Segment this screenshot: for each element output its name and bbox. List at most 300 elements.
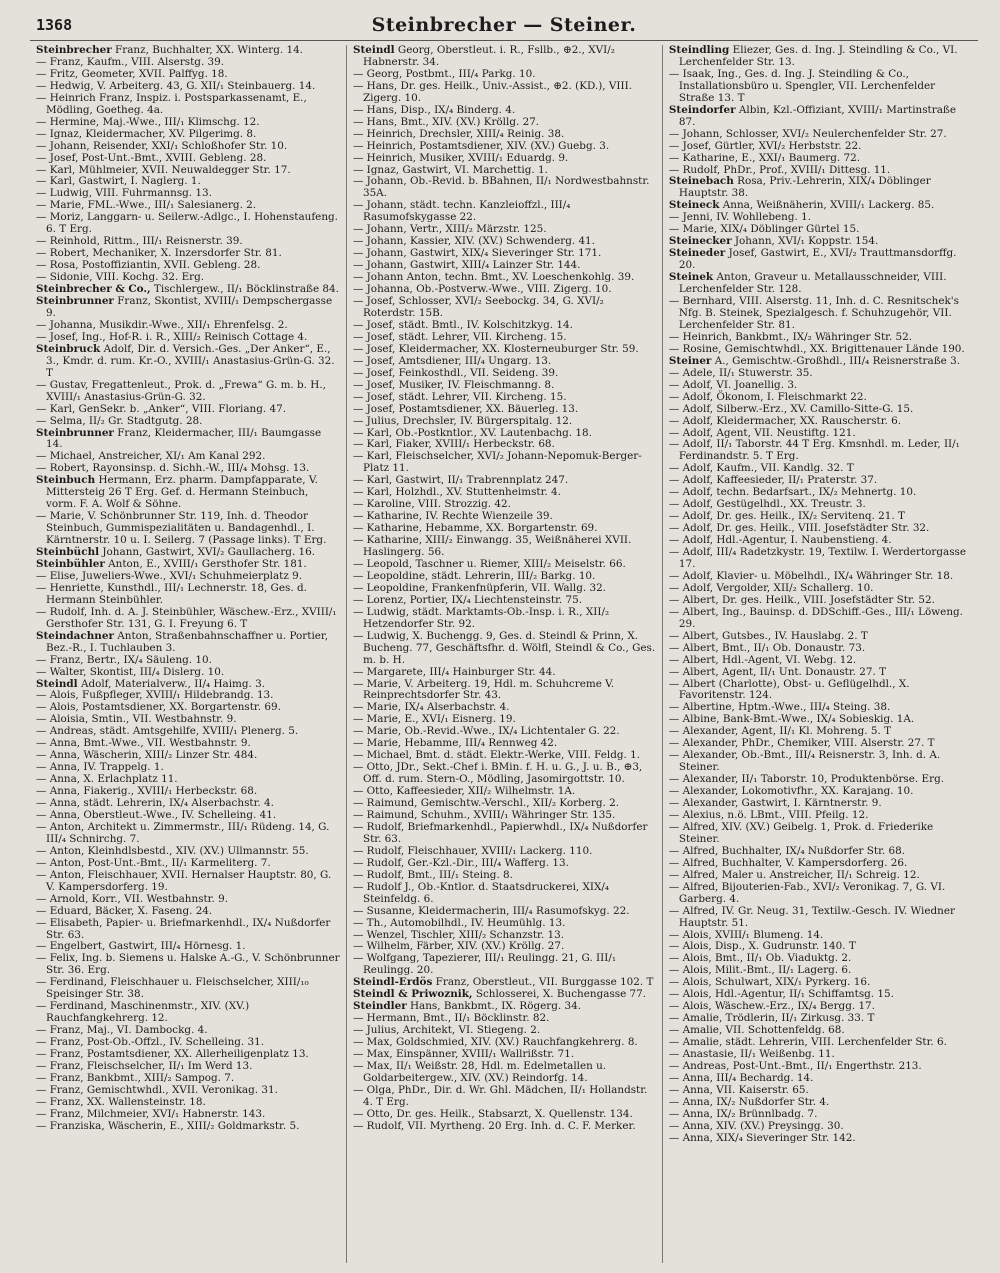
- entry-details: — Albert, Bmt., II/₁ Ob. Donaustr. 73.: [668, 641, 866, 654]
- entry-details: — Josef, Post-Unt.-Bmt., XVIII. Gebleng. 28.: [36, 151, 267, 164]
- entry-details: — Albert, Ing., Bauinsp. d. DDSchiff.-Ges., III/₁ Löweng. 29.: [668, 605, 963, 630]
- directory-entry: [353, 953, 656, 977]
- entry-details: — Michael, Bmt. d. städt. Elektr.-Werke, VIII. Feldg. 1.: [352, 749, 641, 762]
- directory-entry: [669, 69, 972, 105]
- entry-details: — Adolf, VI. Joanellig. 3.: [668, 378, 798, 391]
- entry-details: — Alfred, Buchhalter, IX/₄ Nußdorfer Str. 68.: [668, 844, 906, 857]
- entry-details: — Alois, Milit.-Bmt., II/₁ Lagerg. 6.: [668, 964, 852, 977]
- entry-details: — Franz, Gemischtwhdl., XVII. Veronikag. 31.: [36, 1083, 278, 1096]
- entry-details: — Reinhold, Rittm., III/₁ Reisnerstr. 39.: [36, 235, 243, 248]
- entry-details: Adolf, Materialverw., II/₄ Haimg. 3.: [80, 677, 266, 690]
- entry-details: Johann, XVI/₁ Koppstr. 154.: [734, 235, 879, 248]
- entry-details: — Johann, Gastwirt, XIII/₄ Lainzer Str. 144.: [352, 259, 581, 272]
- entry-details: — Karl, Ob.-Postkntlor., XV. Lautenbachg. 18.: [352, 426, 592, 439]
- directory-entry: [36, 607, 340, 631]
- entry-details: — Michael, Anstreicher, XI/₁ Am Kanal 292.: [36, 450, 266, 463]
- directory-entry: [36, 583, 340, 607]
- entry-details: — Adolf, Silberw.-Erz., XV. Camillo-Sitte-G. 15.: [668, 402, 914, 415]
- entry-details: — Anna, Wäscherin, XIII/₂ Linzer Str. 484.: [36, 749, 258, 762]
- entry-details: — Albert, Hdl.-Agent, VI. Webg. 12.: [668, 653, 857, 666]
- entry-details: — Max, II/₁ Weißstr. 28, Hdl. m. Edelmetallen u. Goldarbeitergew., XIV. (XV.) Reindorfg. 14.: [352, 1060, 607, 1084]
- entry-details: Anton, Straßenbahnschaffner u. Portier, Bez.-R., I. Tuchlauben 3.: [46, 629, 329, 654]
- entry-details: — Albert (Charlotte), Obst- u. Geflügelhdl., X. Favoritenstr. 124.: [668, 677, 910, 702]
- entry-details: — Alexander, Agent, II/₁ Kl. Mohreng. 5. T: [668, 725, 892, 738]
- entry-details: — Amalie, Trödlerin, II/₁ Zirkusg. 33. T: [668, 1012, 875, 1025]
- directory-entry: [36, 1121, 340, 1133]
- entry-details: — Julius, Architekt, VI. Stiegeng. 2.: [352, 1024, 541, 1037]
- entry-surname: Steinek: [668, 271, 714, 284]
- entry-details: — Franz, Milchmeier, XVI/₁ Habnerstr. 143.: [36, 1107, 266, 1120]
- entry-details: — Heinrich, Drechsler, XIII/₄ Reinig. 38.: [352, 127, 565, 140]
- entry-details: — Johanna, Ob.-Postverw.-Wwe., VIII. Zigerg. 10.: [352, 283, 612, 296]
- entry-surname: Steinbüchl: [36, 546, 100, 559]
- entry-details: — Otto, JDr., Sekt.-Chef i. BMin. f. H. u. G., J. u. B., ⊕3, Off. d. rum. Stern-O., Mödling, Jasomirgottstr. 10.: [352, 761, 643, 786]
- entry-details: — Josef, Amtsdiener, III/₄ Ungarg. 13.: [352, 354, 552, 367]
- entry-details: Tischlergew., II/₁ Böcklinstraße 84.: [153, 283, 339, 296]
- page-header: [30, 14, 978, 41]
- entry-details: — Alexander, Lokomotivfhr., XX. Karajang. 10.: [668, 785, 914, 798]
- entry-details: — Johann, Reisender, XXI/₁ Schloßhofer Str. 10.: [36, 139, 288, 152]
- columns: [30, 45, 978, 1263]
- entry-details: — Marie, FML.-Wwe., III/₁ Salesianerg. 2.: [36, 199, 257, 212]
- entry-details: — Heinrich Franz, Inspiz. i. Postsparkassenamt, E., Mödling, Goetheg. 4a.: [36, 91, 307, 116]
- entry-details: — Alfred, Buchhalter, V. Kampersdorferg. 26.: [668, 856, 908, 869]
- entry-details: — Josef, Postamtsdiener, XX. Bäuerleg. 13.: [352, 402, 579, 415]
- entry-details: — Alois, Disp., X. Gudrunstr. 140. T: [668, 940, 856, 953]
- entry-details: — Franz, Post-Ob.-Offzl., IV. Schelleing. 31.: [36, 1036, 265, 1049]
- entry-details: Anton, E., XVIII/₁ Gersthofer Str. 181.: [108, 557, 307, 570]
- entry-surname: Steindl & Priwoznik,: [352, 988, 473, 1001]
- entry-details: — Karoline, VIII. Strozzig. 42.: [352, 498, 511, 511]
- entry-surname: Steineder: [668, 247, 726, 260]
- entry-details: Eliezer, Ges. d. Ing. J. Steindling & Co., VI. Lerchenfelder Str. 13.: [678, 45, 958, 68]
- entry-details: — Alfred, XIV. (XV.) Geibelg. 1, Prok. d. Friederike Steiner.: [668, 820, 934, 845]
- entry-details: — Anna, XIV. (XV.) Preysingg. 30.: [668, 1119, 844, 1132]
- entry-details: — Josef, Musiker, IV. Fleischmanng. 8.: [352, 378, 555, 391]
- entry-details: — Max, Goldschmied, XIV. (XV.) Rauchfangkehrerg. 8.: [352, 1036, 638, 1049]
- entry-details: — Alois, Wäschew.-Erz., IX/₄ Bergg. 17.: [668, 1000, 875, 1013]
- entry-details: — Alfred, IV. Gr. Neug. 31, Textilw.-Gesch. IV. Wiedner Hauptstr. 51.: [668, 904, 955, 929]
- entry-details: — Albine, Bank-Bmt.-Wwe., IX/₄ Sobieskig. 1A.: [668, 713, 915, 726]
- entry-details: Franz, Buchhalter, XX. Winterg. 14.: [115, 45, 303, 56]
- directory-entry: [353, 1121, 656, 1133]
- directory-entry: [36, 631, 340, 655]
- entry-details: — Hedwig, V. Arbeiterg. 43, G. XII/₁ Steinbauerg. 14.: [36, 79, 316, 92]
- entry-details: — Josef, Feinkosthdl., VII. Seideng. 39.: [352, 366, 559, 379]
- entry-details: — Josef, Kleidermacher, XX. Klosterneuburger Str. 59.: [352, 342, 639, 355]
- entry-details: Franz, Kleidermacher, III/₁ Baumgasse 14.: [46, 426, 322, 451]
- entry-surname: Steinbrecher: [36, 45, 112, 56]
- entry-details: — Adolf, Klavier- u. Möbelhdl., IX/₄ Währinger Str. 18.: [668, 569, 954, 582]
- entry-details: — Adolf, III/₄ Radetzkystr. 19, Textilw. I. Werdertorgasse 17.: [668, 546, 967, 570]
- entry-details: — Anna, IV. Trappelg. 1.: [36, 761, 164, 774]
- directory-entry: [353, 45, 656, 69]
- directory-entry: [353, 631, 656, 667]
- entry-details: — Marie, E., XVI/₁ Eisnerg. 19.: [352, 713, 516, 726]
- entry-details: — Johann, Vertr., XIII/₂ Märzstr. 125.: [352, 223, 547, 236]
- column-2: [346, 45, 662, 1263]
- entry-details: — Franz, Fleischselcher, II/₁ Im Werd 13.: [36, 1060, 253, 1073]
- entry-details: — Moriz, Langgarn- u. Seilerw.-Adlgc., I. Hohenstaufeng. 6. T Erg.: [36, 211, 338, 236]
- entry-details: A., Gemischtw.-Großhdl., III/₄ Reisnerstraße 3.: [714, 354, 960, 367]
- entry-details: — Franz, Postamtsdiener, XX. Allerheiligenplatz 13.: [36, 1048, 309, 1061]
- entry-details: — Raimund, Schuhm., XVIII/₁ Währinger Str. 135.: [352, 809, 616, 821]
- entry-details: — Amalie, VII. Schottenfeldg. 68.: [668, 1024, 845, 1037]
- entry-details: — Margarete, III/₄ Hainburger Str. 44.: [352, 665, 556, 678]
- entry-details: — Alexander, PhDr., Chemiker, VIII. Alserstr. 27. T: [668, 737, 935, 750]
- entry-details: — Katharine, E., XXI/₁ Baumerg. 72.: [668, 151, 860, 164]
- entry-details: — Josef, Schlosser, XVI/₂ Seebockg. 34, G. XVI/₂ Roterdstr. 15B.: [352, 295, 604, 319]
- entry-details: — Anna, III/₄ Bechardg. 14.: [668, 1071, 814, 1084]
- directory-entry: [36, 870, 340, 894]
- directory-entry: [669, 547, 972, 571]
- entry-details: — Wilhelm, Färber, XIV. (XV.) Kröllg. 27.: [352, 940, 565, 953]
- entry-details: — Sidonie, VIII. Kochg. 32. Erg.: [36, 271, 205, 284]
- entry-details: — Ferdinand, Maschinenmstr., XIV. (XV.) Rauchfangkehrerg. 12.: [36, 1000, 250, 1025]
- directory-entry: [669, 105, 972, 129]
- entry-details: — Bernhard, VIII. Alserstg. 11, Inh. d. C. Resnitschek's Nfg. B. Steinek, Spezialgesch. f. Schuhzugehör, VII. Lerchenfelder Str. 81.: [668, 295, 959, 331]
- entry-details: — Josef, städt. Lehrer, VII. Kircheng. 15.: [352, 390, 567, 403]
- entry-details: — Alois, Hdl.-Agentur, II/₁ Schiffamtsg. 15.: [668, 988, 894, 1001]
- entry-details: — Marie, Hebamme, III/₄ Rennweg 42.: [352, 737, 558, 750]
- entry-details: Franz, Oberstleut., VII. Burggasse 102. T: [435, 976, 654, 989]
- entry-details: — Rudolf, Briefmarkenhdl., Papierwhdl., IX/₄ Nußdorfer Str. 63.: [352, 820, 648, 845]
- entry-details: — Adolf, Kaffeesieder, II/₁ Praterstr. 37.: [668, 474, 878, 487]
- entry-details: Schlosserei, X. Buchengasse 77.: [475, 988, 647, 1001]
- directory-entry: [353, 296, 656, 320]
- directory-entry: [36, 977, 340, 1001]
- entry-details: — Alexius, n.ö. LBmt., VIII. Pfeilg. 12.: [668, 809, 869, 821]
- entry-details: — Franz, XX. Wallensteinstr. 18.: [36, 1095, 206, 1108]
- entry-details: — Henriette, Kunsthdl., III/₁ Lechnerstr. 18, Ges. d. Hermann Steinbühler.: [36, 581, 307, 606]
- directory-entry: [36, 296, 340, 320]
- entry-details: — Adolf, techn. Bedarfsart., IX/₂ Mehnertg. 10.: [668, 486, 917, 499]
- entry-details: — Josef, städt. Bmtl., IV. Kolschitzkyg. 14.: [352, 318, 573, 331]
- entry-details: — Adolf, Vergolder, XII/₂ Schallerg. 10.: [668, 581, 874, 594]
- column-3: [662, 45, 978, 1263]
- entry-details: Anton, Graveur u. Metallausschneider, VIII. Lerchenfelder Str. 128.: [678, 271, 947, 296]
- entry-details: — Anna, städt. Lehrerin, IX/₄ Alserbachstr. 4.: [36, 797, 274, 810]
- directory-entry: [36, 475, 340, 511]
- entry-details: — Marie, V. Arbeiterg. 19, Hdl. m. Schuhcreme V. Reinprechtsdorfer Str. 43.: [352, 677, 615, 702]
- entry-details: — Anna, IX/₂ Nußdorfer Str. 4.: [668, 1095, 830, 1108]
- entry-details: — Robert, Mechaniker, X. Inzersdorfer Str. 81.: [36, 247, 282, 260]
- entry-details: — Marie, Ob.-Revid.-Wwe., IX/₄ Lichtentaler G. 22.: [352, 725, 620, 738]
- entry-details: — Alois, XVIII/₁ Blumeng. 14.: [668, 928, 824, 941]
- directory-entry: [669, 882, 972, 906]
- directory-entry: [353, 607, 656, 631]
- entry-details: Georg, Oberstleut. i. R., Fsllb., ⊕2., XVI/₂ Habnerstr. 34.: [362, 45, 615, 68]
- entry-details: — Alois, Postamtsdiener, XX. Borgartenstr. 69.: [36, 701, 281, 714]
- directory-entry: [669, 679, 972, 703]
- entry-details: — Wolfgang, Tapezierer, III/₁ Reulingg. 21, G. III/₁ Reulingg. 20.: [352, 952, 616, 977]
- entry-details: — Georg, Postbmt., III/₄ Parkg. 10.: [352, 67, 536, 80]
- running-head: Steinbrecher — Steiner.: [371, 14, 637, 36]
- entry-details: — Adolf, Ökonom, I. Fleischmarkt 22.: [668, 390, 867, 403]
- entry-details: — Rudolf J., Ob.-Kntlor. d. Staatsdruckerei, XIX/₄ Steinfeldg. 6.: [352, 880, 610, 905]
- entry-details: — Adolf, Agent, VII. Neustiftg. 121.: [668, 426, 856, 439]
- directory-entry: [353, 762, 656, 786]
- entry-surname: Steindachner: [36, 629, 114, 642]
- entry-details: — Heinrich, Bankbmt., IX/₂ Währinger Str. 52.: [668, 330, 913, 343]
- entry-details: — Alexander, Gastwirt, I. Kärntnerstr. 9.: [668, 797, 882, 810]
- entry-surname: Steinbrunner: [36, 295, 114, 308]
- entry-details: — Albert, Dr. ges. Heilk., VIII. Josefstädter Str. 52.: [668, 593, 935, 606]
- directory-entry: [36, 918, 340, 942]
- entry-details: — Franz, Kaufm., VIII. Alserstg. 39.: [36, 55, 225, 68]
- entry-surname: Steinbuch: [36, 474, 96, 487]
- entry-details: — Rosine, Gemischtwhdl., XX. Brigittenauer Lände 190.: [668, 342, 965, 355]
- directory-entry: [669, 750, 972, 774]
- directory-entry: [353, 1061, 656, 1085]
- entry-details: — Katharine, XIII/₂ Einwangg. 35, Weißnäherei XVII. Haslingerg. 56.: [352, 534, 632, 559]
- entry-details: — Johann, Kassier, XIV. (XV.) Schwenderg. 41.: [352, 235, 595, 248]
- entry-details: — Selma, II/₂ Gr. Stadtgutg. 28.: [36, 414, 203, 427]
- entry-details: Franz, Skontist, XVIII/₁ Dempschergasse 9.: [46, 295, 333, 319]
- directory-entry: [36, 511, 340, 547]
- entry-details: — Karl, Fleischselcher, XVI/₂ Johann-Nepomuk-Berger-Platz 11.: [352, 450, 642, 475]
- entry-details: — Anna, Oberstleut.-Wwe., IV. Schelleing. 41.: [36, 809, 277, 821]
- entry-surname: Steiner: [668, 354, 712, 367]
- entry-details: — Robert, Rayonsinsp. d. Sichh.-W., III/₄ Mohsg. 13.: [36, 462, 310, 475]
- entry-details: — Anton, Fleischhauer, XVII. Hernalser Hauptstr. 80, G. V. Kampersdorferg. 19.: [36, 868, 332, 893]
- entry-details: — Katharine, Hebamme, XX. Borgartenstr. 69.: [352, 522, 598, 535]
- entry-surname: Steinbruck: [36, 342, 101, 355]
- entry-details: — Anastasie, II/₁ Weißenbg. 11.: [668, 1048, 835, 1061]
- entry-details: — Leopold, Taschner u. Riemer, XIII/₂ Meiselstr. 66.: [352, 557, 626, 570]
- directory-entry: [669, 822, 972, 846]
- directory-entry: [353, 535, 656, 559]
- entry-details: — Hans, Disp., IX/₄ Binderg. 4.: [352, 103, 516, 116]
- entry-details: — Anna, X. Erlachplatz 11.: [36, 773, 178, 786]
- entry-details: — Gustav, Fregattenleut., Prok. d. „Frewa“ G. m. b. H., XVIII/₁ Anastasius-Grün-G. 32.: [36, 378, 326, 403]
- directory-entry: [353, 176, 656, 200]
- entry-details: — Andreas, städt. Amtsgehilfe, XVIII/₁ Plenerg. 5.: [36, 725, 299, 738]
- directory-entry: [669, 296, 972, 332]
- entry-details: — Josef, Ing., Hof-R. i. R., XIII/₂ Reinisch Cottage 4.: [36, 330, 308, 343]
- entry-details: — Albert, Gutsbes., IV. Hauslabg. 2. T: [668, 629, 868, 642]
- entry-details: — Ludwig, X. Buchengg. 9, Ges. d. Steindl & Prinn, X. Bucheng. 77, Geschäftsfhr. d. Wölfl, Steindl & Co., Ges. m. b. H.: [352, 629, 656, 666]
- directory-entry: [353, 200, 656, 224]
- entry-details: — Marie, V. Schönbrunner Str. 119, Inh. d. Theodor Steinbuch, Gummispezialitäten u. Bandagenhdl., I. Kärntnerstr. 10 u. I. Seilerg. 7 (Passage links). T Erg.: [36, 510, 327, 547]
- entry-details: — Franziska, Wäscherin, E., XIII/₂ Goldmarkstr. 5.: [36, 1119, 300, 1132]
- entry-surname: Steinebach: [668, 175, 734, 188]
- entry-details: — Franz, Bertr., IX/₄ Säuleng. 10.: [36, 653, 212, 666]
- entry-details: — Johann Anton, techn. Bmt., XV. Loeschenkohlg. 39.: [352, 271, 635, 284]
- page-number: 1368: [36, 16, 73, 34]
- entry-details: — Olga, PhDr., Dir. d. Wr. Ghl. Mädchen, II/₁ Hollandstr. 4. T Erg.: [352, 1083, 648, 1108]
- directory-entry: [353, 81, 656, 105]
- entry-details: — Adolf, Gestügelhdl., XX. Treustr. 3.: [668, 498, 866, 511]
- entry-details: — Eduard, Bäcker, X. Faseng. 24.: [36, 904, 213, 917]
- directory-entry: [353, 1085, 656, 1109]
- entry-details: — Ignaz, Gastwirt, VI. Marchettig. 1.: [352, 163, 548, 176]
- entry-details: — Karl, Gastwirt, II/₁ Trabrennplatz 247.: [352, 474, 569, 487]
- entry-details: Johann, Gastwirt, XVI/₂ Gaullacherg. 16.: [102, 546, 316, 559]
- entry-details: — Anton, Kleinhdlsbestd., XIV. (XV.) Ullmannstr. 55.: [36, 844, 309, 857]
- entry-details: Albin, Kzl.-Offiziant, XVIII/₁ Martinstraße 87.: [678, 103, 956, 128]
- entry-details: — Adolf, II/₁ Taborstr. 44 T Erg. Kmsnhdl. m. Leder, II/₁ Ferdinandstr. 5. T Erg.: [668, 438, 960, 463]
- entry-details: — Anna, Fiakerig., XVIII/₁ Herbeckstr. 68.: [36, 785, 258, 798]
- entry-details: — Lorenz, Portier, IX/₄ Liechtensteinstr. 75.: [352, 593, 583, 606]
- entry-details: — Johann, Ob.-Revid. b. BBahnen, II/₁ Nordwestbahnstr. 35A.: [352, 175, 650, 200]
- entry-details: — Anna, XIX/₄ Sieveringer Str. 142.: [668, 1131, 856, 1144]
- entry-surname: Steinbrecher & Co.,: [36, 283, 151, 296]
- entry-details: — Anton, Architekt u. Zimmermstr., III/₁ Rüdeng. 14, G. III/₄ Schnirchg. 7.: [36, 820, 330, 845]
- entry-details: — Alois, Bmt., II/₁ Ob. Viaduktg. 2.: [668, 952, 852, 965]
- entry-details: — Hans, Bmt., XIV. (XV.) Kröllg. 27.: [352, 115, 540, 128]
- entry-details: — Isaak, Ing., Ges. d. Ing. J. Steindling & Co., Installationsbüro u. Spengler, VII. Lerchenfelder Straße 13. T: [668, 67, 936, 104]
- entry-details: — Julius, Drechsler, IV. Bürgerspitalg. 12.: [352, 414, 573, 427]
- directory-entry: [353, 679, 656, 703]
- entry-details: — Albert, Agent, II/₁ Unt. Donaustr. 27. T: [668, 665, 887, 678]
- entry-details: — Alexander, Ob.-Bmt., III/₄ Reisnerstr. 3, Inh. d. A. Steiner.: [668, 749, 941, 774]
- entry-details: — Ludwig, städt. Marktamts-Ob.-Insp. i. R., XII/₂ Hetzendorfer Str. 92.: [352, 605, 610, 630]
- directory-entry: [669, 272, 972, 296]
- entry-details: — Anton, Post-Unt.-Bmt., II/₁ Karmeliterg. 7.: [36, 856, 271, 869]
- entry-surname: Steindl-Erdös: [352, 976, 433, 989]
- entry-details: — Alfred, Bijouterien-Fab., XVI/₂ Veronikag. 7, G. VI. Garberg. 4.: [668, 880, 946, 905]
- directory-entry: [36, 822, 340, 846]
- entry-surname: Steinecker: [668, 235, 732, 248]
- entry-details: — Engelbert, Gastwirt, III/₄ Hörnesg. 1.: [36, 940, 246, 953]
- entry-details: — Alois, Fußpfleger, XVIII/₁ Hildebrandg. 13.: [36, 689, 274, 702]
- entry-details: — Susanne, Kleidermacherin, III/₄ Rasumofskyg. 22.: [352, 904, 630, 917]
- directory-entry: [669, 248, 972, 272]
- directory-entry: [353, 882, 656, 906]
- entry-details: — Karl, Fiaker, XVIII/₁ Herbeckstr. 68.: [352, 438, 555, 451]
- entry-surname: Steinbühler: [36, 557, 105, 570]
- directory-entry: [36, 212, 340, 236]
- entry-details: — Adolf, Kleidermacher, XX. Rauscherstr. 6.: [668, 414, 902, 427]
- entry-details: — Johanna, Musikdir.-Wwe., XII/₁ Ehrenfelsg. 2.: [36, 318, 288, 331]
- directory-entry: [669, 176, 972, 200]
- entry-details: — Heinrich, Postamtsdiener, XIV. (XV.) Guebg. 3.: [352, 139, 610, 152]
- entry-details: — Leopoldine, städt. Lehrerin, III/₂ Barkg. 10.: [352, 569, 596, 582]
- entry-details: — Alois, Schulwart, XIX/₁ Pyrkerg. 16.: [668, 976, 871, 989]
- entry-surname: Steindl: [36, 677, 78, 690]
- entry-details: — Adele, II/₁ Stuwerstr. 35.: [668, 366, 813, 379]
- entry-details: — Elisabeth, Papier- u. Briefmarkenhdl., IX/₄ Nußdorfer Str. 63.: [36, 916, 331, 941]
- directory-entry: [36, 1001, 340, 1025]
- entry-details: — Max, Einspänner, XVIII/₁ Wallrißstr. 71.: [352, 1048, 575, 1061]
- directory-entry: [353, 822, 656, 846]
- entry-details: — Th., Automobilhdl., IV. Heumühlg. 13.: [352, 916, 566, 929]
- entry-details: — Anna, Bmt.-Wwe., VII. Westbahnstr. 9.: [36, 737, 251, 750]
- entry-details: — Leopoldine, Frankenfnüpferin, VII. Wallg. 32.: [352, 581, 606, 594]
- entry-details: — Karl, Holzhdl., XV. Stuttenheimstr. 4.: [352, 486, 561, 499]
- entry-surname: Steindler: [352, 1000, 407, 1013]
- entry-details: — Albertine, Hptm.-Wwe., III/₄ Steing. 38.: [668, 701, 891, 714]
- entry-details: — Rudolf, VII. Myrtheng. 20 Erg. Inh. d. C. F. Merker.: [352, 1119, 636, 1132]
- entry-details: — Katharine, IV. Rechte Wienzeile 39.: [352, 510, 553, 523]
- entry-details: — Raimund, Gemischtw.-Verschl., XII/₂ Korberg. 2.: [352, 797, 620, 810]
- entry-details: Rosa, Priv.-Lehrerin, XIX/₄ Döblinger Hauptstr. 38.: [678, 175, 931, 200]
- directory-entry: [669, 906, 972, 930]
- entry-details: — Adolf, Dr. ges. Heilk., IX/₂ Servitenq. 21. T: [668, 510, 905, 523]
- entry-details: — Arnold, Korr., VII. Westbahnstr. 9.: [36, 892, 229, 905]
- entry-details: — Adolf, Dr. ges. Heilk., VIII. Josefstädter Str. 32.: [668, 522, 930, 535]
- entry-surname: Steindl: [352, 45, 395, 56]
- column-1: [30, 45, 346, 1263]
- entry-details: — Marie, IX/₄ Alserbachstr. 4.: [352, 701, 510, 714]
- directory-entry: [669, 1133, 972, 1145]
- entry-details: — Hermine, Maj.-Wwe., III/₁ Klimschg. 12.: [36, 115, 260, 128]
- entry-details: — Jenni, IV. Wohllebeng. 1.: [668, 211, 812, 224]
- entry-details: — Rudolf, Inh. d. A. J. Steinbühler, Wäschew.-Erz., XVIII/₁ Gersthofer Str. 131, G. I. Freyung 6. T: [36, 605, 337, 630]
- entry-details: — Felix, Ing. b. Siemens u. Halske A.-G., V. Schönbrunner Str. 36. Erg.: [36, 952, 340, 977]
- entry-details: — Johann, Schlosser, XVI/₂ Neulerchenfelder Str. 27.: [668, 127, 947, 140]
- entry-details: — Hermann, Bmt., II/₁ Böcklinstr. 82.: [352, 1012, 550, 1025]
- entry-details: — Rudolf, Ger.-Kzl.-Dir., III/₄ Wafferg. 13.: [352, 856, 569, 869]
- directory-entry: [669, 45, 972, 69]
- entry-details: Adolf, Dir. d. Versich.-Ges. „Der Anker“, E., 3., Kmdr. d. rum. Kr.-O., XVIII/₁ Anastasius-Grün-G. 32. T: [46, 342, 335, 379]
- directory-entry: [36, 93, 340, 117]
- entry-details: — Otto, Kaffeesieder, XII/₂ Wilhelmstr. 1A.: [352, 785, 576, 798]
- entry-details: — Amalie, städt. Lehrerin, VIII. Lerchenfelder Str. 6.: [668, 1036, 947, 1049]
- entry-details: — Adolf, Kaufm., VII. Kandlg. 32. T: [668, 462, 854, 475]
- entry-details: — Franz, Maj., VI. Dambockg. 4.: [36, 1024, 208, 1037]
- entry-surname: Steinbrunner: [36, 426, 114, 439]
- entry-details: — Ferdinand, Fleischhauer u. Fleischselcher, XIII/₁₀ Speisinger Str. 38.: [36, 976, 309, 1001]
- entry-details: — Franz, Bankbmt., XIII/₂ Sampog. 7.: [36, 1071, 235, 1084]
- entry-details: — Rudolf, PhDr., Prof., XVIII/₁ Dittesg. 11.: [668, 163, 891, 176]
- entry-details: — Ludwig, VIII. Fuhrmannsg. 13.: [36, 187, 212, 200]
- entry-details: — Wenzel, Tischler, XIII/₂ Schanzstr. 13.: [352, 928, 565, 941]
- directory-entry: [36, 344, 340, 380]
- entry-details: — Marie, XIX/₄ Döblinger Gürtel 15.: [668, 223, 860, 236]
- entry-details: — Ignaz, Kleidermacher, XV. Pilgerimg. 8.: [36, 127, 257, 140]
- entry-surname: Steindling: [668, 45, 730, 56]
- entry-details: — Elise, Juweliers-Wwe., XVI/₁ Schuhmeierplatz 9.: [36, 569, 303, 582]
- directory-entry: [36, 380, 340, 404]
- directory-entry: [669, 439, 972, 463]
- entry-details: — Rudolf, Fleischhauer, XVIII/₁ Lackerg. 110.: [352, 844, 593, 857]
- entry-details: — Anna, IX/₂ Brünnlbadg. 7.: [668, 1107, 818, 1120]
- entry-details: — Josef, städt. Lehrer, VII. Kircheng. 15.: [352, 330, 567, 343]
- entry-details: — Karl, GenSekr. b. „Anker“, VIII. Floriang. 47.: [36, 402, 287, 415]
- directory-entry: [353, 451, 656, 475]
- entry-details: — Anna, VII. Kaiserstr. 65.: [668, 1083, 809, 1096]
- entry-details: — Alexander, II/₁ Taborstr. 10, Produktenbörse. Erg.: [668, 773, 945, 786]
- entry-details: — Otto, Dr. ges. Heilk., Stabsarzt, X. Quellenstr. 134.: [352, 1107, 633, 1120]
- directory-entry: [669, 607, 972, 631]
- directory-entry: [36, 428, 340, 452]
- entry-details: Josef, Gastwirt, E., XVI/₂ Trauttmansdorffg. 20.: [678, 247, 957, 272]
- entry-details: Hermann, Erz. pharm. Dampfapparate, V. Mittersteig 26 T Erg. Gef. d. Hermann Steinbuch, vorm. F. A. Wolf & Söhne.: [46, 474, 318, 511]
- entry-details: — Aloisia, Smtin., VII. Westbahnstr. 9.: [36, 713, 237, 726]
- entry-details: — Karl, Gastwirt, I. Naglerg. 1.: [36, 175, 201, 188]
- entry-surname: Steineck: [668, 199, 720, 212]
- entry-details: — Johann, Gastwirt, XIX/₄ Sieveringer Str. 171.: [352, 247, 602, 260]
- entry-details: — Heinrich, Musiker, XVIII/₁ Eduardg. 9.: [352, 151, 569, 164]
- entry-details: — Josef, Gürtler, XVI/₂ Herbststr. 22.: [668, 139, 862, 152]
- entry-details: Hans, Bankbmt., IX. Rögerg. 34.: [409, 1000, 582, 1013]
- entry-details: — Rosa, Postoffiziantin, XVII. Gebleng. 28.: [36, 259, 261, 272]
- entry-details: — Alfred, Maler u. Anstreicher, II/₁ Schreig. 12.: [668, 868, 920, 881]
- entry-surname: Steindorfer: [668, 103, 736, 116]
- directory-entry: [36, 953, 340, 977]
- entry-details: Anna, Weißnäherin, XVIII/₁ Lackerg. 85.: [722, 199, 935, 212]
- entry-details: — Adolf, Hdl.-Agentur, I. Naubenstieng. 4.: [668, 534, 892, 547]
- entry-details: — Andreas, Post-Unt.-Bmt., II/₁ Engerthstr. 213.: [668, 1060, 922, 1073]
- entry-details: — Walter, Skontist, III/₄ Dislerg. 10.: [36, 665, 225, 678]
- entry-details: — Hans, Dr. ges. Heilk., Univ.-Assist., ⊕2. (KD.), VIII. Zigerg. 10.: [352, 79, 633, 104]
- entry-details: — Johann, städt. techn. Kanzleioffzl., III/₄ Rasumofskygasse 22.: [352, 199, 571, 224]
- entry-details: — Fritz, Geometer, XVII. Palffyg. 18.: [36, 67, 228, 80]
- entry-details: — Karl, Mühlmeier, XVII. Neuwaldegger Str. 17.: [36, 163, 291, 176]
- entry-details: — Rudolf, Bmt., III/₁ Steing. 8.: [352, 868, 513, 881]
